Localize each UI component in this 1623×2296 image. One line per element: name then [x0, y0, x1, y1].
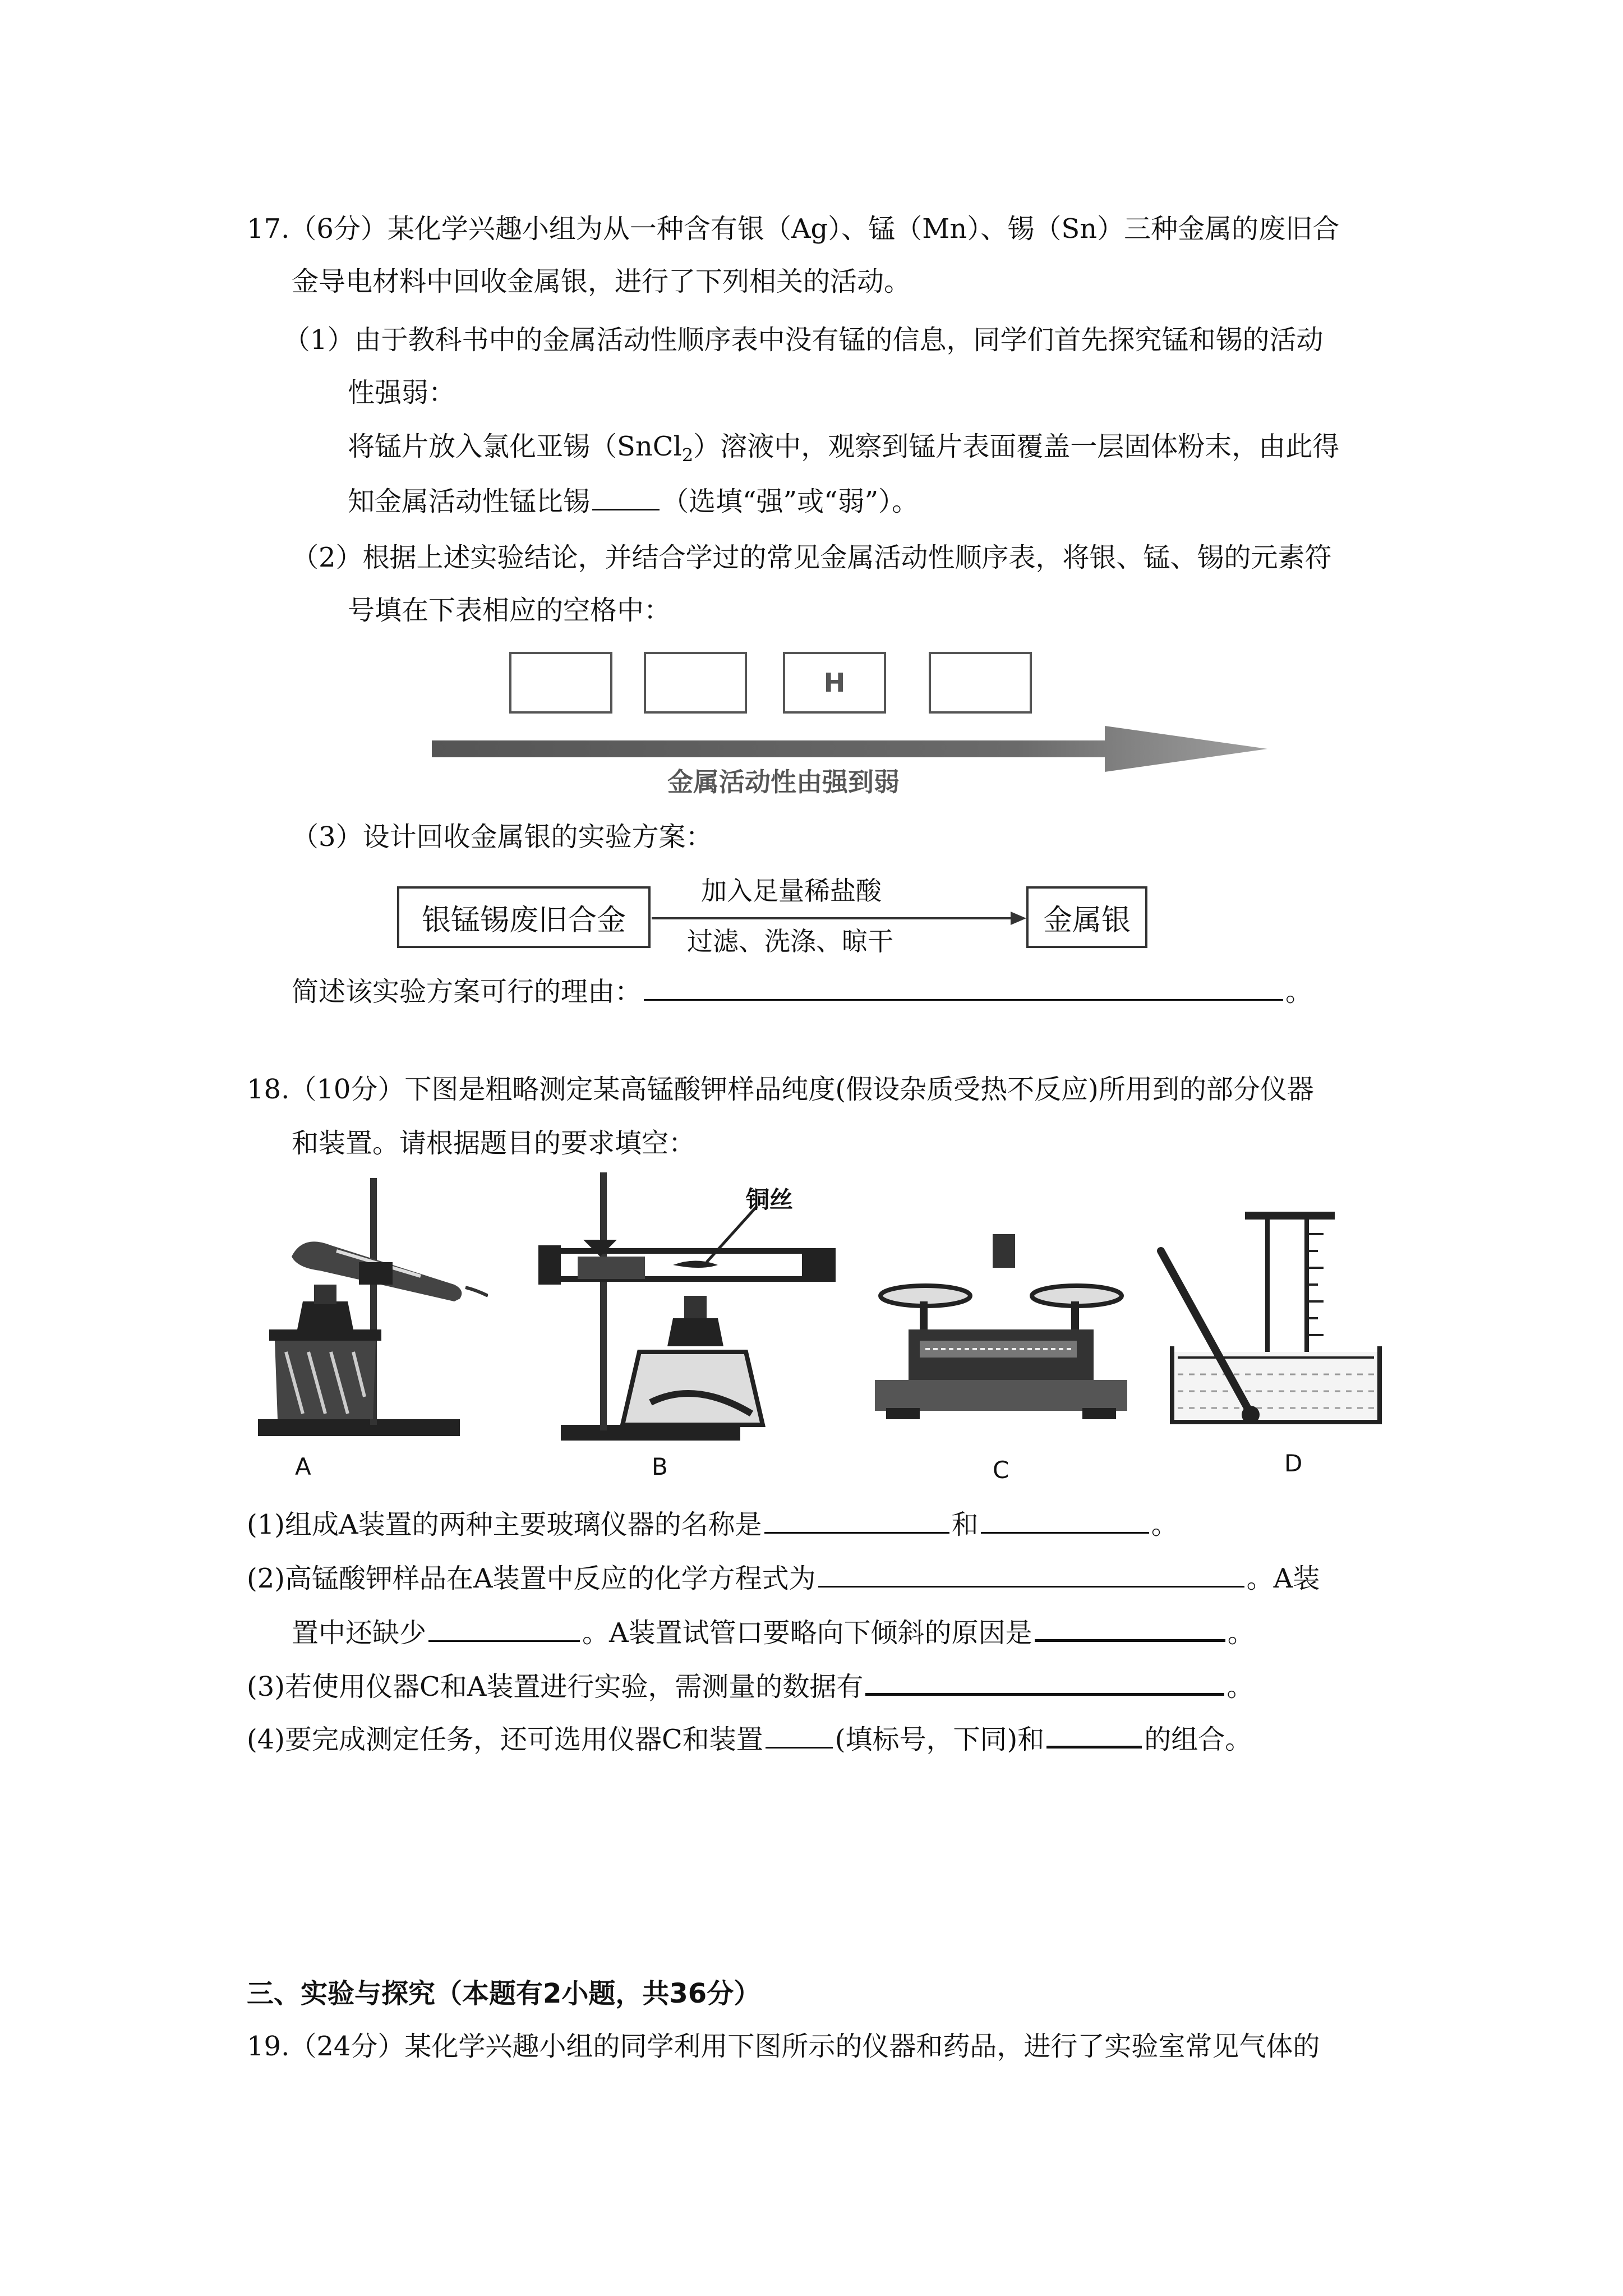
q17-part1-line3-a: 将锰片放入氯化亚锡（SnCl: [348, 431, 682, 462]
answer-blank-glass-2[interactable]: [981, 1507, 1149, 1534]
q18-sub2-line1: [247, 1561, 1320, 1596]
q17-reason-b: 。: [1285, 976, 1313, 1007]
apparatus-label-c: C: [993, 1456, 1009, 1484]
answer-blank-activity[interactable]: [592, 484, 660, 510]
q18-sub1-c: 。: [1151, 1509, 1178, 1540]
answer-blank-device-2[interactable]: [1046, 1721, 1142, 1749]
q18-sub4-c: 的组合。: [1144, 1724, 1252, 1755]
q17-reason-a: 简述该实验方案可行的理由：: [292, 976, 642, 1007]
q17-part1-line3-b: ）溶液中，观察到锰片表面覆盖一层固体粉末，由此得: [693, 431, 1340, 462]
q18-sub4-b: (填标号，下同)和: [834, 1724, 1045, 1755]
apparatus-b-icon: [538, 1167, 852, 1453]
q18-sub2-d: 。A装置试管口要略向下倾斜的原因是: [582, 1617, 1032, 1649]
flow-condition-below: 过滤、洗涤、晾干: [687, 926, 893, 956]
q18-sub1: [247, 1507, 1178, 1543]
flow-condition-above: 加入足量稀盐酸: [701, 876, 882, 906]
series-box-1[interactable]: [509, 652, 612, 714]
apparatus-label-a: A: [295, 1453, 311, 1480]
q18-sub2-c: 置中还缺少: [292, 1617, 427, 1649]
q18-sub1-a: (1)组成A装置的两种主要玻璃仪器的名称是: [247, 1509, 762, 1540]
q18-line1: 18.（10分）下图是粗略测定某高锰酸钾样品纯度(假设杂质受热不反应)所用到的部分仪器: [247, 1074, 1314, 1105]
apparatus-d-cylinder-icon: [1155, 1212, 1391, 1436]
answer-blank-missing[interactable]: [428, 1616, 580, 1642]
answer-blank-equation[interactable]: [818, 1561, 1244, 1588]
q17-part2-line1: （2）根据上述实验结论，并结合学过的常见金属活动性顺序表，将银、锰、锡的元素符: [292, 542, 1332, 573]
series-box-2[interactable]: [644, 652, 747, 714]
q17-part3-line1: （3）设计回收金属银的实验方案：: [292, 821, 713, 853]
section-3-heading: 三、实验与探究（本题有2小题，共36分）: [247, 1978, 761, 2009]
flow-end-box: 金属银: [1026, 886, 1147, 948]
apparatus-c-balance-icon: [875, 1223, 1133, 1436]
q17-part2-line2: 号填在下表相应的空格中：: [348, 595, 671, 626]
arrow-label: 金属活动性由强到弱: [667, 767, 900, 797]
answer-blank-measurements[interactable]: [865, 1668, 1224, 1696]
q17-part1-line3: [348, 429, 1339, 473]
q17-reason-line: [292, 974, 1312, 1010]
apparatus-label-d: D: [1284, 1450, 1303, 1477]
answer-blank-glass-1[interactable]: [764, 1507, 949, 1534]
q19-line1: 19.（24分）某化学兴趣小组的同学利用下图所示的仪器和药品，进行了实验室常见气体的: [247, 2031, 1320, 2062]
answer-blank-reason[interactable]: [644, 974, 1283, 1001]
q18-sub3-a: (3)若使用仪器C和A装置进行实验，需测量的数据有: [247, 1671, 864, 1703]
copper-wire-label: 铜丝: [746, 1186, 794, 1213]
answer-blank-tilt-reason[interactable]: [1035, 1614, 1225, 1642]
q17-line2: 金导电材料中回收金属银，进行了下列相关的活动。: [292, 266, 911, 297]
q18-line2: 和装置。请根据题目的要求填空：: [292, 1128, 696, 1159]
series-box-hydrogen: H: [783, 652, 886, 714]
q18-sub2-b: 。A装: [1246, 1563, 1320, 1594]
answer-blank-device-1[interactable]: [766, 1722, 833, 1749]
q18-sub2-a: (2)高锰酸钾样品在A装置中反应的化学方程式为: [247, 1563, 816, 1594]
apparatus-label-b: B: [652, 1453, 668, 1480]
flow-start-box: 银锰锡废旧合金: [397, 886, 651, 948]
q18-sub1-b: 和: [951, 1509, 979, 1540]
q18-sub3: [247, 1668, 1253, 1705]
q18-sub2-line2: [292, 1614, 1255, 1651]
q18-sub4: [247, 1721, 1252, 1757]
q17-part1-line4-a: 知金属活动性锰比锡: [348, 486, 591, 517]
q17-part1-line4: [348, 484, 919, 519]
q18-sub3-b: 。: [1227, 1671, 1254, 1703]
q18-sub4-a: (4)要完成测定任务，还可选用仪器C和装置: [247, 1724, 763, 1755]
q18-sub2-e: 。: [1227, 1617, 1255, 1649]
q17-part1-line3-sub: 2: [681, 444, 694, 466]
q17-part1-line1: （1）由于教科书中的金属活动性顺序表中没有锰的信息，同学们首先探究锰和锡的活动: [283, 324, 1324, 356]
q17-part1-line4-b: （选填“强”或“弱”）。: [662, 486, 919, 517]
series-box-4[interactable]: [929, 652, 1032, 714]
q17-line1: 17.（6分）某化学兴趣小组为从一种含有银（Ag）、锰（Mn）、锡（Sn）三种金属的废旧合: [247, 213, 1340, 245]
apparatus-a-icon: [252, 1172, 488, 1447]
q17-part1-line2: 性强弱：: [348, 377, 456, 408]
